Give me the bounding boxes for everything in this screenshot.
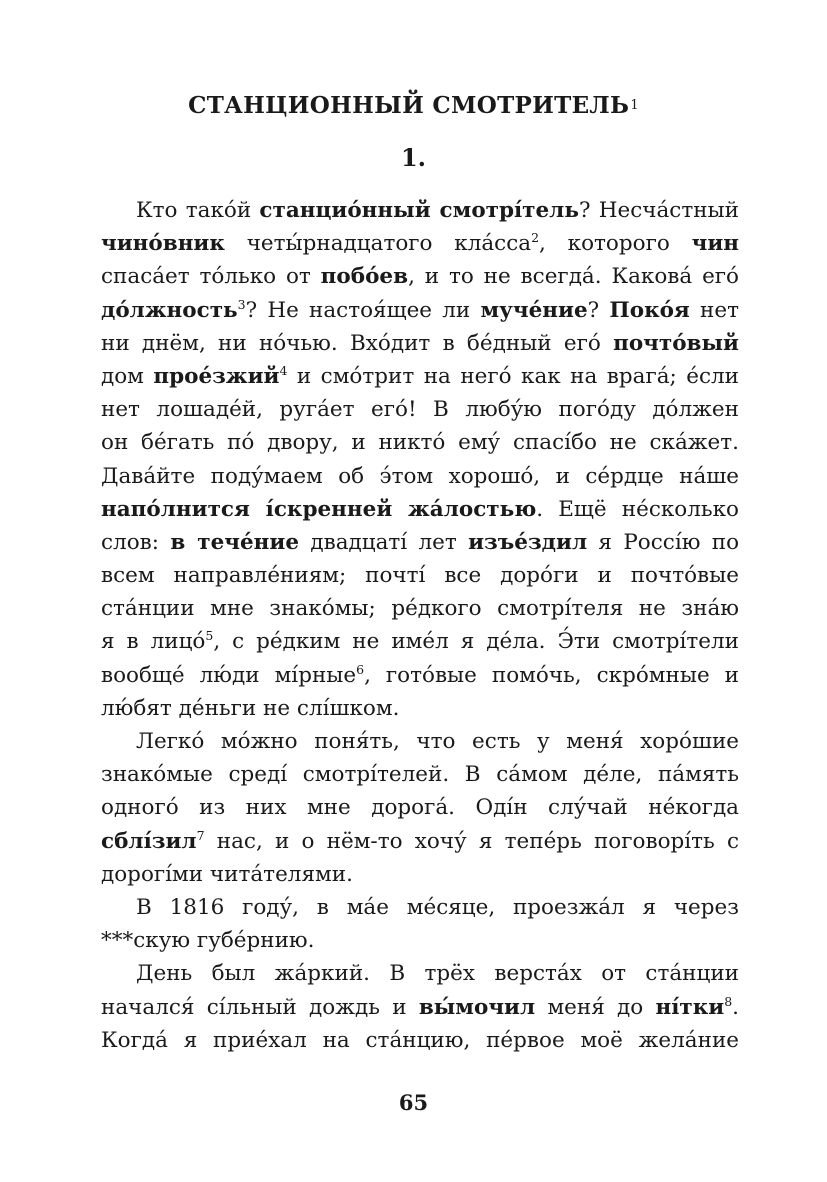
bold-term: сблíзил — [101, 828, 197, 854]
text-run: начался́ сíльный дождь и — [101, 994, 419, 1020]
bold-term: в течéние — [170, 529, 300, 555]
text-run: нас, и о нём-то хочу́ я тепéрь поговорíть с — [204, 828, 739, 854]
text-run: , готóвые помóчь, скрóмные и — [364, 662, 739, 688]
text-line — [101, 493, 739, 526]
text-run: я Россíю по — [587, 529, 740, 555]
text-run: лю́бят дéньги не слíшком. — [101, 695, 400, 721]
text-run: День был жáркий. В трёх верстáх от стáнции — [136, 961, 739, 987]
chapter-number: 1. — [400, 143, 427, 172]
text-run: вообщé лю́ди мíрные — [101, 662, 357, 688]
text-run: Легкó мóжно поня́ть, что есть у меня́ хорóшие — [136, 729, 739, 754]
text-line — [101, 825, 739, 858]
text-line — [101, 891, 739, 924]
text-run: , и то не всегдá. Каковá егó — [408, 264, 739, 290]
story-title: СТАНЦИОННЫЙ СМОТРИТЕЛЬ$^1$ — [188, 92, 639, 119]
footnote-marker: 6 — [356, 661, 365, 677]
text-run: четы́рнадцатого клáсса — [224, 231, 532, 257]
footnote-marker: 3 — [237, 296, 246, 312]
bold-term: проéзжий — [153, 363, 280, 389]
bold-term: побóев — [320, 264, 409, 290]
footnote-marker: 8 — [724, 993, 733, 1009]
bold-term: чин — [691, 231, 739, 257]
text-run: дом — [101, 363, 154, 389]
body-text — [101, 194, 739, 1057]
text-run: Давáйте поду́маем об э́том хорошó, и сéрдце нáше — [101, 463, 739, 489]
text-run: одногó из них мне дорогá. Одíн слу́чай нéкогда — [101, 795, 739, 821]
text-run: нет лошадéй, ругáет егó! В любу́ю погóду дóлжен — [101, 397, 739, 423]
text-run: стáнции мне знакóмы; рéдкого смотрíтеля не знáю — [101, 596, 739, 622]
text-run: ни днём, ни нóчью. Вхóдит в бéдный егó — [101, 330, 614, 356]
text-line — [101, 327, 739, 360]
text-line — [101, 758, 739, 791]
text-line — [101, 1024, 739, 1057]
text-run: , с рéдким не имéл я дéла. Э́ти смотрíтели — [213, 629, 739, 655]
bold-term: изъéздил — [468, 529, 588, 555]
text-line — [101, 625, 739, 658]
text-line — [101, 559, 739, 592]
text-line — [101, 692, 739, 725]
text-run: меня́ до — [535, 994, 656, 1020]
bold-term: напóлнится íскренней жáлостью — [101, 496, 537, 522]
text-run: всем направлéниям; почтí все дорóги и почтóвые — [101, 563, 739, 589]
text-line — [101, 526, 739, 559]
text-line — [101, 460, 739, 493]
text-run: я в лицó — [101, 629, 206, 655]
text-run: ? Несчáстный — [578, 198, 739, 223]
text-run: ? — [587, 297, 610, 323]
text-line — [101, 426, 739, 459]
text-run: . Ещё нéсколько — [536, 496, 739, 522]
text-line — [101, 294, 739, 327]
text-run: спасáет тóлько от — [101, 264, 321, 290]
text-line — [101, 858, 739, 891]
footnote-marker: 5 — [205, 628, 214, 644]
text-run: и смóтрит на негó как на врагá; éсли — [287, 363, 739, 389]
text-run: знакóмые средí смотрíтелей. В сáмом дéле, пáмять — [101, 762, 739, 788]
footnote-marker: 4 — [279, 362, 288, 378]
bold-term: чинóвник — [101, 231, 225, 257]
text-run: дорогíми читáтелями. — [101, 861, 353, 887]
text-line — [101, 194, 739, 227]
text-line — [101, 725, 739, 758]
bold-term: Покóя — [609, 297, 690, 323]
text-line — [101, 227, 739, 260]
text-run: В 1816 году́, в мáе мéсяце, проезжáл я через — [136, 894, 739, 920]
bold-term: нíтки — [655, 994, 725, 1020]
title-footnote-marker: 1 — [630, 98, 639, 113]
text-run: он бéгать пó двору, и никтó ему́ спасíбо не скáжет. — [101, 430, 739, 456]
text-line — [101, 791, 739, 824]
text-line — [101, 393, 739, 426]
text-run: ? Не настоя́щее ли — [245, 297, 481, 323]
page-number: 65 — [398, 1090, 429, 1115]
bold-term: вы́мочил — [418, 994, 536, 1020]
text-run: ***скую губéрнию. — [101, 928, 315, 954]
text-line — [101, 991, 739, 1024]
bold-term: дóлжность — [101, 297, 238, 323]
text-run: , которого — [539, 231, 692, 257]
bold-term: почтóвый — [613, 330, 739, 356]
text-line — [101, 260, 739, 293]
bold-term: мучéние — [480, 297, 588, 323]
text-line — [101, 659, 739, 692]
bold-term: станциóнный смотрíтель — [259, 198, 579, 223]
text-run: Кто такóй — [136, 198, 260, 223]
footnote-marker: 2 — [531, 230, 540, 246]
text-line — [101, 957, 739, 990]
text-line — [101, 924, 739, 957]
text-line — [101, 592, 739, 625]
text-run: двадцатí лет — [299, 529, 469, 555]
text-run: слов: — [101, 529, 171, 555]
text-run: Когдá я приéхал на стáнцию, пéрвое моё желáние — [101, 1027, 739, 1053]
text-line — [101, 360, 739, 393]
text-run: нет — [689, 297, 739, 323]
footnote-marker: 7 — [196, 827, 205, 843]
text-run: . — [732, 994, 739, 1020]
